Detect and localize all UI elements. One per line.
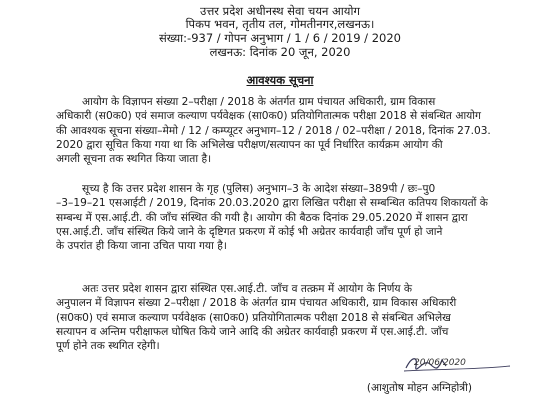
paragraph-line: की आवश्यक सूचना संख्या–मेमो / 12 / कम्प्यूटर अनुभाग–12 / 2018 / 02–परीक्षा / 2018, दिनांक 27.03. <box>56 124 491 137</box>
notice-title <box>0 73 560 88</box>
reference-number: संख्या:-937 / गोपन अनुभाग / 1 / 6 / 2019 / 2020 <box>159 31 401 45</box>
document-date: लखनऊ: दिनांक 20 जून, 2020 <box>209 45 351 59</box>
signature-date: 20/06/2020 <box>414 358 466 368</box>
organization-name: उत्तर प्रदेश अधीनस्थ सेवा चयन आयोग <box>200 4 360 18</box>
paragraph-line: के उपरांत ही किया जाना उचित पाया गया है। <box>56 240 227 253</box>
paragraph-line: अधिकारी (स0क0) एवं समाज कल्याण पर्यवेक्षक (सा0क0) प्रतियोगितात्मक परीक्षा 2018 से संबन्धित आयोग <box>56 110 482 123</box>
paragraph-3 <box>56 282 526 353</box>
organization-address: पिकप भवन, तृतीय तल, गोमतीनगर,लखनऊ। <box>185 17 375 31</box>
paragraph-line: सम्बन्ध में एस.आई.टी. की जाँच संस्थित की गयी है। आयोग की बैठक दिनांक 29.05.2020 में शासन द्वारा <box>56 211 468 224</box>
paragraph-line: पूर्ण होने तक स्थगित रहेगी। <box>56 340 160 353</box>
paragraph-line: सत्यापन व अन्तिम परीक्षाफल घोषित किये जाने आदि की अग्रेतर कार्यवाही प्रकरण में एस.आई.टी. जाँच <box>56 325 449 338</box>
paragraph-1 <box>56 95 526 166</box>
signatory-name: (आशुतोष मोहन अग्निहोत्री) <box>366 382 472 394</box>
paragraph-line: आयोग के विज्ञापन संख्या 2–परीक्षा / 2018 के अंतर्गत ग्राम पंचायत अधिकारी, ग्राम विकास <box>82 96 436 108</box>
paragraph-line: (स0क0) एवं समाज कल्याण पर्यवेक्षक (सा0क0) प्रतियोगितात्मक परीक्षा 2018 से संबन्धित अभिलेख <box>56 311 451 324</box>
notice-title-text: आवश्यक सूचना <box>246 73 314 87</box>
paragraph-line: सूच्य है कि उत्तर प्रदेश शासन के गृह (पुलिस) अनुभाग–3 के आदेश संख्या–389पी / छः–पु0 <box>82 183 436 195</box>
paragraph-line: एस.आई.टी. जाँच संस्थित किये जाने के दृष्टिगत प्रकरण में कोई भी अग्रेतर कार्यवाही जाँच पूर्ण हो जाने <box>56 225 443 238</box>
paragraph-line: 2020 द्वारा सूचित किया गया था कि अभिलेख परीक्षण/सत्यापन का पूर्व निर्धारित कार्यक्रम आयोग की <box>56 138 443 151</box>
paragraph-line: अतः उत्तर प्रदेश शासन द्वारा संस्थित एस.आई.टी. जाँच व तत्क्रम में आयोग के निर्णय के <box>82 283 413 295</box>
paragraph-2 <box>56 182 526 253</box>
paragraph-line: अगली सूचना तक स्थगित किया जाता है। <box>56 153 212 166</box>
paragraph-line: –3–19–21 एसआईटी / 2019, दिनांक 20.03.2020 द्वारा लिखित परीक्षा से सम्बन्धित कतिपय शिकायतों के <box>56 197 488 210</box>
paragraph-line: अनुपालन में विज्ञापन संख्या 2–परीक्षा / 2018 के अंतर्गत ग्राम पंचायत अधिकारी, ग्राम विकास अधिकारी <box>56 297 457 310</box>
